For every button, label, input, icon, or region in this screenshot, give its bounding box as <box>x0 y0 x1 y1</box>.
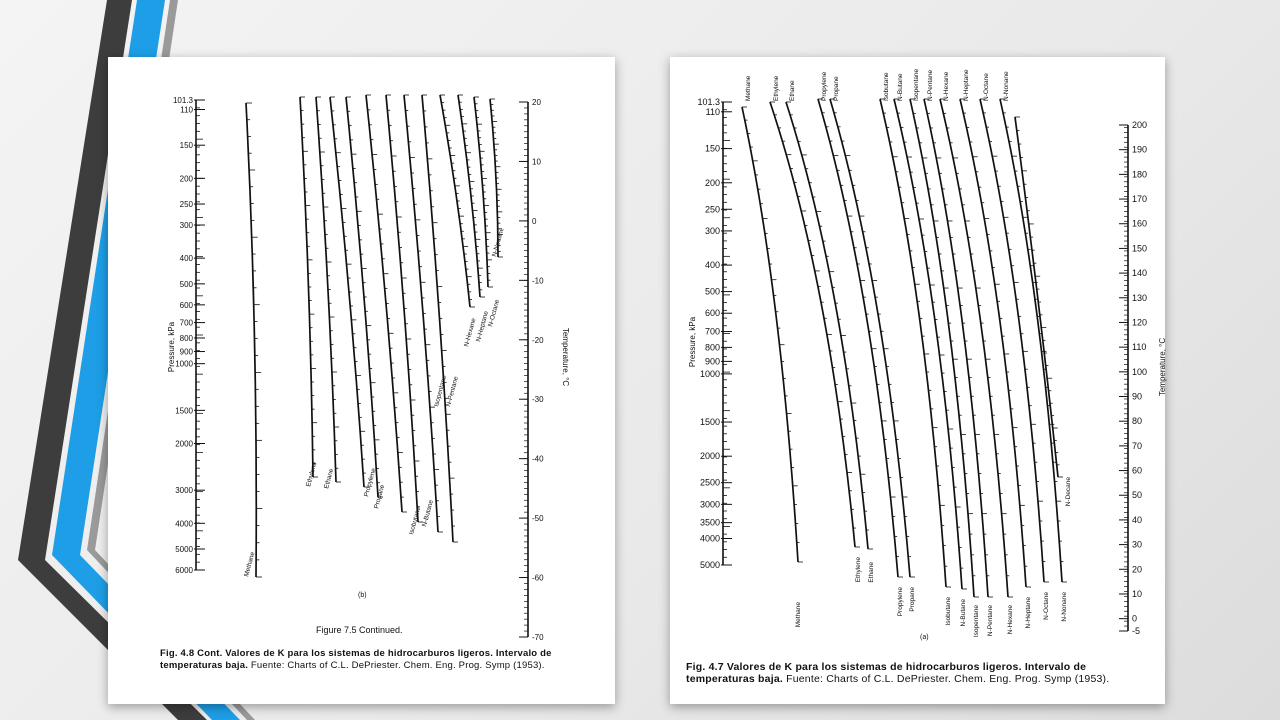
temperature-tick-label: 200 <box>1132 120 1148 130</box>
k-scale-curve <box>422 95 453 542</box>
curve-label: Methane <box>243 551 257 578</box>
pressure-tick-label: 150 <box>179 141 193 151</box>
k-scale-curve <box>980 99 1044 582</box>
pressure-tick-label: 400 <box>179 254 193 264</box>
bottom-curve-label: Propylene <box>897 587 904 617</box>
pressure-tick-label: 700 <box>179 318 193 328</box>
pressure-tick-label: 150 <box>704 143 720 154</box>
k-scale-curve <box>818 99 898 577</box>
temperature-tick-label: 0 <box>1132 613 1138 624</box>
pressure-tick-label: 5000 <box>699 560 720 570</box>
curve-label: N-Butane <box>421 499 436 528</box>
pressure-tick-label: 6000 <box>175 566 193 575</box>
bottom-curve-label: Methane <box>795 602 802 628</box>
temperature-tick-label: -40 <box>532 454 544 464</box>
top-curve-label: N-Butane <box>897 73 904 101</box>
curve-label: Ethylene <box>305 461 319 488</box>
bottom-curve-label: Propane <box>909 587 916 612</box>
bottom-curve-label: Isobutane <box>945 597 952 626</box>
temperature-tick-label: 180 <box>1132 169 1148 180</box>
bottom-curve-label: N-Decane <box>1065 477 1072 507</box>
bottom-curve-label: N-Pentane <box>987 605 994 637</box>
temperature-tick-label: 10 <box>532 157 541 167</box>
pressure-tick-label: 3000 <box>175 486 193 496</box>
curve-label: Propylene <box>363 467 378 498</box>
top-curve-label: N-Hexane <box>943 71 950 101</box>
k-scale-curve <box>474 97 488 287</box>
bottom-curve-label: Isopentane <box>973 605 980 638</box>
top-curve-label: N-Heptane <box>963 69 970 101</box>
temperature-tick-label: -70 <box>532 633 544 642</box>
k-scale-curve <box>742 107 798 562</box>
temperature-tick-label: 30 <box>1132 539 1143 550</box>
bottom-curve-label: N-Butane <box>960 599 967 627</box>
temperature-tick-label: 100 <box>1132 366 1148 377</box>
pressure-tick-label: 400 <box>704 260 720 271</box>
temperature-tick-label: -50 <box>532 514 544 524</box>
k-scale-curve <box>330 97 364 487</box>
curve-label: N-Heptane <box>475 310 491 343</box>
top-curve-label: Isopentane <box>913 68 920 101</box>
right-figure-caption <box>686 661 1156 685</box>
pressure-tick-label: 4000 <box>175 519 193 529</box>
pressure-tick-label: 900 <box>704 356 720 367</box>
temperature-tick-label: -5 <box>1132 626 1141 636</box>
curve-label: Ethane <box>323 467 336 490</box>
left-chart-card <box>108 57 615 704</box>
temperature-tick-label: 70 <box>1132 440 1143 451</box>
bottom-curve-label: Ethylene <box>855 557 862 583</box>
temperature-tick-label: 190 <box>1132 144 1148 155</box>
temperature-tick-label: 80 <box>1132 416 1143 427</box>
right-caption-bold: Fig. 4.7 Valores de K para los sistemas de hidrocarburos ligeros. Intervalo de temperaturas baja. <box>686 661 1087 685</box>
bottom-curve-label: Ethane <box>868 562 875 583</box>
pressure-tick-label: 1500 <box>699 417 720 428</box>
temperature-tick-label: 60 <box>1132 465 1143 476</box>
k-scale-curve <box>770 102 855 547</box>
right-nomograph <box>670 57 1165 657</box>
curve-label: Isobutane <box>408 506 423 536</box>
pressure-tick-label: 600 <box>704 308 720 319</box>
pressure-tick-label: 1500 <box>175 406 193 416</box>
pressure-tick-label: 101.3 <box>697 97 720 107</box>
pressure-tick-label: 800 <box>179 333 193 343</box>
top-curve-label: Methane <box>745 75 752 101</box>
bottom-curve-label: N-Nonane <box>1061 592 1068 622</box>
pressure-tick-label: 900 <box>179 347 193 357</box>
pressure-tick-label: 800 <box>704 342 720 353</box>
k-scale-curve <box>1000 99 1062 582</box>
curve-label: N-Nonane <box>491 227 506 258</box>
temperature-tick-label: -20 <box>532 335 544 345</box>
temperature-tick-label: 120 <box>1132 317 1148 328</box>
temperature-tick-label: 40 <box>1132 514 1143 525</box>
panel-label: (b) <box>358 592 367 599</box>
curve-label: Propane <box>373 483 387 510</box>
bottom-curve-label: N-Hexane <box>1007 605 1014 635</box>
pressure-tick-label: 4000 <box>699 533 720 544</box>
temperature-tick-label: -10 <box>532 276 544 286</box>
figure-label: Figure 7.5 Continued. <box>316 625 403 635</box>
pressure-tick-label: 1000 <box>699 368 720 379</box>
pressure-tick-label: 250 <box>704 204 720 215</box>
curve-label: Isopentane <box>433 374 449 408</box>
pressure-tick-label: 2500 <box>699 477 720 488</box>
pressure-axis-title: Pressure, kPa <box>688 316 697 368</box>
pressure-tick-label: 700 <box>704 326 720 337</box>
temperature-tick-label: 160 <box>1132 218 1148 229</box>
temperature-tick-label: 90 <box>1132 391 1143 402</box>
pressure-tick-label: 3500 <box>699 517 720 528</box>
bottom-curve-label: N-Heptane <box>1025 597 1032 629</box>
k-scale-curve <box>366 95 402 512</box>
pressure-tick-label: 2000 <box>175 439 193 449</box>
curve-label: N-Octane <box>487 298 502 328</box>
top-curve-label: Ethylene <box>773 75 780 101</box>
right-chart-card <box>670 57 1165 704</box>
top-curve-label: Ethane <box>789 80 796 101</box>
temperature-tick-label: 150 <box>1132 243 1148 254</box>
left-caption-bold: Fig. 4.8 Cont. Valores de K para los sistemas de hidrocarburos ligeros. Intervalo de temperaturas baja. <box>160 648 552 671</box>
bottom-curve-label: N-Octane <box>1043 592 1050 620</box>
temperature-tick-label: 50 <box>1132 490 1143 501</box>
top-curve-label: N-Pentane <box>927 69 934 101</box>
pressure-tick-label: 300 <box>704 225 720 236</box>
pressure-tick-label: 200 <box>704 177 720 188</box>
pressure-axis-title: Pressure, kPa <box>167 321 176 373</box>
pressure-tick-label: 101.3 <box>172 96 193 105</box>
temperature-tick-label: 20 <box>532 98 541 107</box>
temperature-tick-label: 10 <box>1132 588 1143 599</box>
pressure-tick-label: 500 <box>704 286 720 297</box>
pressure-tick-label: 110 <box>180 105 193 115</box>
pressure-tick-label: 2000 <box>699 451 720 462</box>
temperature-tick-label: 20 <box>1132 564 1143 575</box>
right-caption-normal: Fuente: Charts of C.L. DePriester. Chem. Eng. Prog. Symp (1953). <box>782 673 1110 685</box>
pressure-tick-label: 300 <box>179 221 193 231</box>
pressure-tick-label: 600 <box>179 300 193 310</box>
pressure-tick-label: 500 <box>179 279 193 289</box>
pressure-tick-label: 200 <box>179 174 193 184</box>
temperature-axis-title: Temperature, °C <box>1158 337 1167 397</box>
temperature-tick-label: 0 <box>532 216 537 226</box>
top-curve-label: Isobutane <box>883 72 890 101</box>
top-curve-label: N-Octane <box>983 73 990 101</box>
pressure-tick-label: 110 <box>705 106 720 117</box>
left-nomograph <box>108 57 615 647</box>
pressure-tick-label: 5000 <box>175 545 193 555</box>
k-scale-curve <box>386 95 418 522</box>
pressure-tick-label: 250 <box>179 200 193 210</box>
pressure-tick-label: 3000 <box>699 499 720 510</box>
k-scale-curve <box>440 95 470 307</box>
temperature-tick-label: 110 <box>1132 342 1147 353</box>
panel-label: (a) <box>920 634 929 641</box>
k-scale-curve <box>940 99 1008 597</box>
k-scale-curve <box>1015 117 1058 477</box>
k-scale-curve <box>786 102 868 549</box>
temperature-axis-title: Temperature, °C <box>561 327 570 387</box>
pressure-tick-label: 1000 <box>175 359 193 369</box>
temperature-tick-label: 140 <box>1132 268 1148 279</box>
top-curve-label: Propylene <box>821 71 828 101</box>
temperature-tick-label: 130 <box>1132 292 1148 303</box>
curve-label: N-Hexane <box>463 317 478 348</box>
left-figure-caption <box>160 648 600 671</box>
k-scale-curve <box>316 97 336 482</box>
left-caption-normal: Fuente: Charts of C.L. DePriester. Chem. Eng. Prog. Symp (1953). <box>248 659 545 671</box>
temperature-tick-label: -60 <box>532 573 544 583</box>
k-scale-curve <box>246 103 256 577</box>
curve-label: N-Pentane <box>445 375 460 408</box>
temperature-tick-label: 170 <box>1132 194 1148 205</box>
k-scale-curve <box>404 95 438 532</box>
top-curve-label: N-Nonane <box>1003 71 1010 101</box>
k-scale-curve <box>880 99 946 587</box>
temperature-tick-label: -30 <box>532 395 544 405</box>
top-curve-label: Propane <box>833 76 840 101</box>
